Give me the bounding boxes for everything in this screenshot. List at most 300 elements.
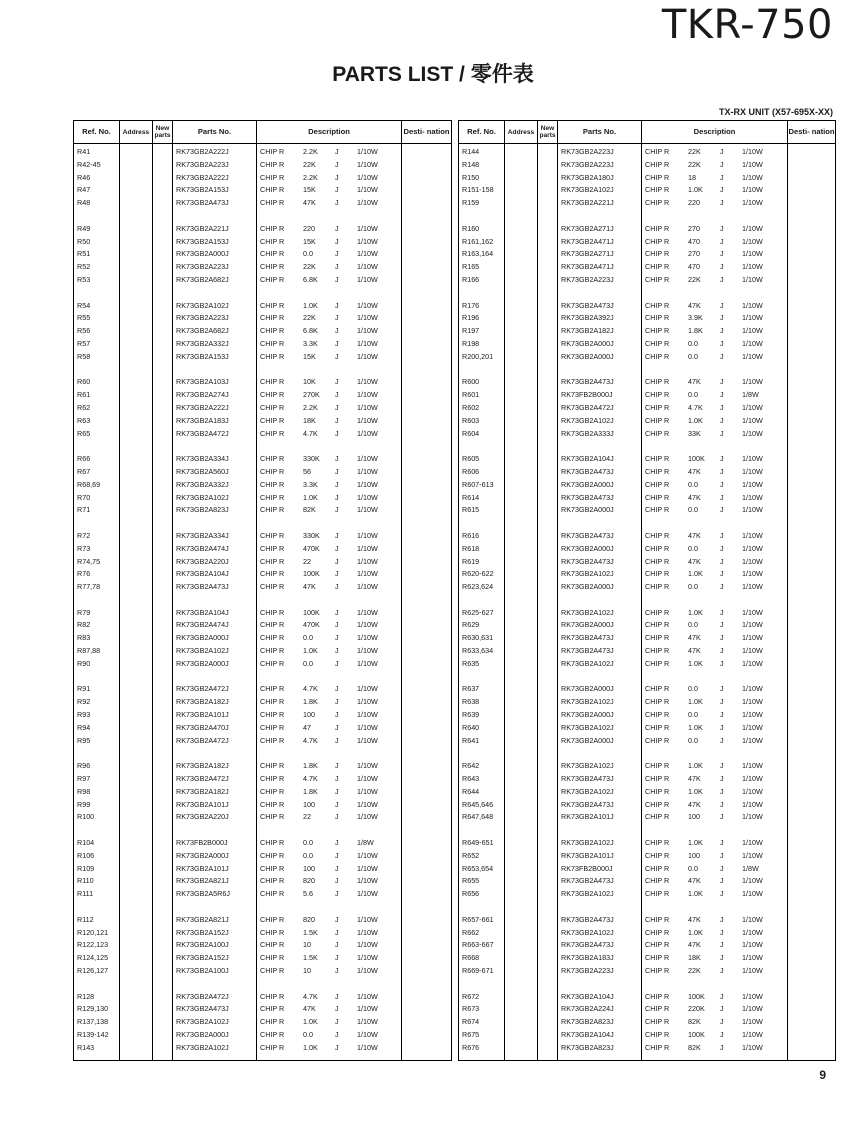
description-cell xyxy=(257,811,402,824)
new-parts-cell xyxy=(153,952,173,965)
part-type: CHIP R xyxy=(645,326,670,336)
ref-no-cell: R99 xyxy=(74,799,120,812)
description-cell xyxy=(642,658,788,671)
parts-no-cell: RK73GB2A223J xyxy=(558,144,642,159)
spacer-cell xyxy=(558,517,642,530)
part-type: CHIP R xyxy=(645,505,670,515)
spacer-cell xyxy=(402,594,452,607)
wattage: 1/10W xyxy=(742,684,763,694)
tolerance: J xyxy=(720,505,724,515)
wattage: 1/10W xyxy=(357,479,378,489)
spacer-cell xyxy=(642,671,788,684)
address-cell xyxy=(505,875,538,888)
parts-no-cell: RK73GB2A223J xyxy=(558,159,642,172)
table-row xyxy=(74,991,452,1004)
part-value: 470 xyxy=(688,236,700,246)
new-parts-cell xyxy=(538,453,558,466)
ref-no-cell: R657-661 xyxy=(459,914,505,927)
spacer-cell xyxy=(538,671,558,684)
part-value: 6.8K xyxy=(303,274,318,284)
tolerance: J xyxy=(720,147,724,156)
destination-cell xyxy=(402,773,452,786)
description-fields xyxy=(645,479,787,492)
group-spacer xyxy=(459,824,836,837)
description-fields xyxy=(260,428,401,441)
tolerance: J xyxy=(720,799,724,809)
table-row xyxy=(74,837,452,850)
part-type: CHIP R xyxy=(260,274,285,284)
spacer-cell xyxy=(505,671,538,684)
ref-no-cell: R58 xyxy=(74,351,120,364)
spacer-cell xyxy=(538,747,558,760)
parts-no-cell: RK73GB2A474J xyxy=(173,619,257,632)
tolerance: J xyxy=(335,326,339,336)
new-parts-cell xyxy=(153,735,173,748)
part-type: CHIP R xyxy=(260,236,285,246)
ref-no-cell: R645,646 xyxy=(459,799,505,812)
destination-cell xyxy=(788,850,836,863)
address-cell xyxy=(505,376,538,389)
destination-cell xyxy=(788,184,836,197)
description-fields xyxy=(260,875,401,888)
table-row xyxy=(459,875,836,888)
tolerance: J xyxy=(720,710,724,720)
description-fields xyxy=(260,504,401,517)
part-value: 100K xyxy=(688,1029,705,1039)
table-row xyxy=(74,1003,452,1016)
address-cell xyxy=(120,850,153,863)
address-cell xyxy=(505,428,538,441)
description-fields xyxy=(260,530,401,543)
table-row xyxy=(74,709,452,722)
address-cell xyxy=(505,1016,538,1029)
address-cell xyxy=(120,658,153,671)
table-row xyxy=(74,568,452,581)
new-parts-cell xyxy=(538,850,558,863)
table-row xyxy=(459,236,836,249)
table-row xyxy=(74,415,452,428)
ref-no-cell: R602 xyxy=(459,402,505,415)
ref-no-cell: R97 xyxy=(74,773,120,786)
tolerance: J xyxy=(720,415,724,425)
destination-cell xyxy=(788,504,836,517)
description-cell xyxy=(642,581,788,594)
part-value: 1.0K xyxy=(688,569,703,579)
ref-no-cell: R604 xyxy=(459,428,505,441)
tolerance: J xyxy=(720,863,724,873)
new-parts-cell xyxy=(538,172,558,185)
parts-no-cell: RK73GB2A473J xyxy=(558,376,642,389)
description-fields xyxy=(260,939,401,952)
table-row xyxy=(74,914,452,927)
part-type: CHIP R xyxy=(645,786,670,796)
parts-no-cell: RK73GB2A000J xyxy=(558,479,642,492)
description-fields xyxy=(260,799,401,812)
wattage: 1/10W xyxy=(357,377,378,387)
part-value: 47K xyxy=(688,466,701,476)
description-fields xyxy=(645,415,787,428)
tolerance: J xyxy=(720,569,724,579)
description-cell xyxy=(257,645,402,658)
part-type: CHIP R xyxy=(260,914,285,924)
spacer-cell xyxy=(788,210,836,223)
table-row xyxy=(459,991,836,1004)
table-row xyxy=(74,696,452,709)
tolerance: J xyxy=(335,198,339,208)
description-fields xyxy=(645,248,787,261)
description-fields xyxy=(645,760,787,773)
part-type: CHIP R xyxy=(260,646,285,656)
description-cell xyxy=(642,799,788,812)
ref-no-cell: R60 xyxy=(74,376,120,389)
tolerance: J xyxy=(335,236,339,246)
ref-no-cell: R67 xyxy=(74,466,120,479)
description-fields xyxy=(260,1042,401,1055)
parts-no-cell: RK73GB2A104J xyxy=(173,607,257,620)
description-fields xyxy=(645,197,787,210)
description-cell xyxy=(642,274,788,287)
wattage: 1/10W xyxy=(357,223,378,233)
address-cell xyxy=(120,1016,153,1029)
new-parts-cell xyxy=(538,773,558,786)
destination-cell xyxy=(788,658,836,671)
part-value: 10 xyxy=(303,940,311,950)
parts-no-cell: RK73GB2A102J xyxy=(558,415,642,428)
parts-no-cell: RK73GB2A104J xyxy=(558,1029,642,1042)
part-value: 1.0K xyxy=(688,607,703,617)
group-spacer xyxy=(74,671,452,684)
new-parts-cell xyxy=(153,658,173,671)
destination-cell xyxy=(788,1016,836,1029)
ref-no-cell: R635 xyxy=(459,658,505,671)
part-value: 1.0K xyxy=(688,185,703,195)
wattage: 1/10W xyxy=(357,556,378,566)
address-cell xyxy=(120,939,153,952)
parts-no-cell: RK73GB2A000J xyxy=(173,632,257,645)
part-value: 3.3K xyxy=(303,479,318,489)
description-fields xyxy=(645,991,787,1004)
address-cell xyxy=(120,389,153,402)
destination-cell xyxy=(402,709,452,722)
destination-cell xyxy=(402,338,452,351)
table-row xyxy=(459,888,836,901)
address-cell xyxy=(120,1003,153,1016)
address-cell xyxy=(120,773,153,786)
tolerance: J xyxy=(720,300,724,310)
parts-no-cell: RK73GB2A473J xyxy=(558,799,642,812)
description-fields xyxy=(645,389,787,402)
spacer-cell xyxy=(402,747,452,760)
parts-no-cell: RK73GB2A223J xyxy=(558,965,642,978)
wattage: 1/10W xyxy=(742,735,763,745)
new-parts-cell xyxy=(538,1029,558,1042)
tolerance: J xyxy=(335,914,339,924)
destination-cell xyxy=(788,735,836,748)
wattage: 1/10W xyxy=(357,966,378,975)
new-parts-cell xyxy=(153,1016,173,1029)
ref-no-cell: R93 xyxy=(74,709,120,722)
tolerance: J xyxy=(720,761,724,771)
wattage: 1/10W xyxy=(742,927,763,937)
part-type: CHIP R xyxy=(645,415,670,425)
wattage: 1/8W xyxy=(357,838,374,848)
destination-cell xyxy=(788,338,836,351)
spacer-cell xyxy=(120,210,153,223)
address-cell xyxy=(120,504,153,517)
destination-cell xyxy=(788,466,836,479)
description-cell xyxy=(642,939,788,952)
wattage: 1/10W xyxy=(742,479,763,489)
table-row xyxy=(74,850,452,863)
destination-cell xyxy=(788,1003,836,1016)
part-type: CHIP R xyxy=(260,454,285,464)
address-cell xyxy=(505,312,538,325)
description-cell xyxy=(257,683,402,696)
parts-no-cell: RK73GB2A000J xyxy=(558,619,642,632)
part-type: CHIP R xyxy=(645,710,670,720)
description-fields xyxy=(260,466,401,479)
ref-no-cell: R676 xyxy=(459,1042,505,1061)
table-row xyxy=(459,530,836,543)
tolerance: J xyxy=(720,876,724,886)
wattage: 1/10W xyxy=(357,799,378,809)
description-cell xyxy=(642,556,788,569)
part-type: CHIP R xyxy=(260,722,285,732)
description-cell xyxy=(642,466,788,479)
part-type: CHIP R xyxy=(260,620,285,630)
destination-cell xyxy=(788,325,836,338)
wattage: 1/10W xyxy=(742,620,763,630)
parts-no-cell: RK73GB2A222J xyxy=(173,402,257,415)
ref-no-cell: R642 xyxy=(459,760,505,773)
part-type: CHIP R xyxy=(260,377,285,387)
destination-cell xyxy=(788,453,836,466)
tolerance: J xyxy=(335,415,339,425)
part-value: 0.0 xyxy=(688,620,698,630)
tolerance: J xyxy=(720,889,724,899)
col-parts-no: Parts No. xyxy=(558,121,642,144)
part-value: 1.8K xyxy=(303,697,318,707)
address-cell xyxy=(120,735,153,748)
tolerance: J xyxy=(720,159,724,169)
description-cell xyxy=(642,312,788,325)
wattage: 1/10W xyxy=(742,415,763,425)
description-fields xyxy=(645,223,787,236)
parts-no-cell: RK73GB2A682J xyxy=(173,274,257,287)
description-cell xyxy=(257,709,402,722)
table-row xyxy=(459,658,836,671)
parts-no-cell: RK73GB2A000J xyxy=(173,850,257,863)
address-cell xyxy=(505,492,538,505)
part-type: CHIP R xyxy=(260,402,285,412)
part-type: CHIP R xyxy=(645,876,670,886)
ref-no-cell: R668 xyxy=(459,952,505,965)
description-cell xyxy=(642,760,788,773)
part-type: CHIP R xyxy=(260,953,285,963)
new-parts-cell xyxy=(538,581,558,594)
part-type: CHIP R xyxy=(645,492,670,502)
parts-no-cell: RK73GB2A472J xyxy=(173,683,257,696)
table-row xyxy=(459,172,836,185)
part-value: 1.0K xyxy=(303,492,318,502)
address-cell xyxy=(505,325,538,338)
table-row xyxy=(74,939,452,952)
description-cell xyxy=(642,632,788,645)
description-cell xyxy=(642,837,788,850)
tolerance: J xyxy=(335,658,339,668)
destination-cell xyxy=(402,1029,452,1042)
spacer-cell xyxy=(257,440,402,453)
table-row xyxy=(459,415,836,428)
address-cell xyxy=(505,236,538,249)
description-fields xyxy=(260,1016,401,1029)
description-cell xyxy=(642,735,788,748)
description-fields xyxy=(645,773,787,786)
part-type: CHIP R xyxy=(645,1029,670,1039)
description-fields xyxy=(645,453,787,466)
new-parts-cell xyxy=(538,261,558,274)
destination-cell xyxy=(402,159,452,172)
parts-no-cell: RK73GB2A473J xyxy=(173,581,257,594)
wattage: 1/10W xyxy=(357,735,378,745)
parts-no-cell: RK73GB2A102J xyxy=(558,760,642,773)
part-type: CHIP R xyxy=(260,172,285,182)
ref-no-cell: R90 xyxy=(74,658,120,671)
table-row xyxy=(459,466,836,479)
description-fields xyxy=(260,952,401,965)
description-cell xyxy=(257,376,402,389)
description-cell xyxy=(642,786,788,799)
address-cell xyxy=(505,837,538,850)
table-row xyxy=(74,338,452,351)
new-parts-cell xyxy=(538,530,558,543)
part-type: CHIP R xyxy=(645,390,670,400)
spacer-cell xyxy=(459,901,505,914)
part-type: CHIP R xyxy=(260,543,285,553)
destination-cell xyxy=(788,952,836,965)
description-fields xyxy=(260,568,401,581)
parts-no-cell: RK73GB2A102J xyxy=(558,837,642,850)
table-row xyxy=(459,568,836,581)
ref-no-cell: R77,78 xyxy=(74,581,120,594)
part-type: CHIP R xyxy=(260,198,285,208)
destination-cell xyxy=(402,453,452,466)
parts-no-cell: RK73GB2A5R6J xyxy=(173,888,257,901)
part-type: CHIP R xyxy=(260,313,285,323)
new-parts-cell xyxy=(538,556,558,569)
part-value: 56 xyxy=(303,466,311,476)
spacer-cell xyxy=(788,901,836,914)
spacer-cell xyxy=(402,440,452,453)
part-value: 330K xyxy=(303,530,320,540)
ref-no-cell: R625-627 xyxy=(459,607,505,620)
spacer-cell xyxy=(120,824,153,837)
new-parts-cell xyxy=(538,376,558,389)
part-type: CHIP R xyxy=(645,722,670,732)
table-row xyxy=(74,172,452,185)
new-parts-cell xyxy=(538,991,558,1004)
address-cell xyxy=(505,607,538,620)
parts-no-cell: RK73GB2A473J xyxy=(558,773,642,786)
parts-no-cell: RK73GB2A474J xyxy=(173,543,257,556)
tolerance: J xyxy=(720,402,724,412)
destination-cell xyxy=(788,415,836,428)
wattage: 1/10W xyxy=(357,697,378,707)
parts-no-cell: RK73GB2A183J xyxy=(173,415,257,428)
tolerance: J xyxy=(720,697,724,707)
ref-no-cell: R643 xyxy=(459,773,505,786)
new-parts-cell xyxy=(538,312,558,325)
parts-no-cell: RK73GB2A182J xyxy=(558,325,642,338)
spacer-cell xyxy=(788,594,836,607)
address-cell xyxy=(505,338,538,351)
part-value: 470K xyxy=(303,543,320,553)
address-cell xyxy=(505,645,538,658)
col-new-parts: New parts xyxy=(153,121,173,144)
description-cell xyxy=(257,144,402,159)
part-type: CHIP R xyxy=(645,262,670,272)
wattage: 1/10W xyxy=(357,582,378,592)
col-address: Address xyxy=(120,121,153,144)
description-fields xyxy=(260,172,401,185)
spacer-cell xyxy=(538,440,558,453)
description-cell xyxy=(257,492,402,505)
table-row xyxy=(459,1016,836,1029)
spacer-cell xyxy=(257,671,402,684)
part-value: 10 xyxy=(303,966,311,975)
ref-no-cell: R139-142 xyxy=(74,1029,120,1042)
ref-no-cell: R66 xyxy=(74,453,120,466)
ref-no-cell: R106 xyxy=(74,850,120,863)
destination-cell xyxy=(788,479,836,492)
destination-cell xyxy=(402,415,452,428)
description-fields xyxy=(260,735,401,748)
address-cell xyxy=(505,172,538,185)
part-value: 15K xyxy=(303,236,316,246)
new-parts-cell xyxy=(538,696,558,709)
tolerance: J xyxy=(720,786,724,796)
wattage: 1/10W xyxy=(357,927,378,937)
wattage: 1/10W xyxy=(357,774,378,784)
tolerance: J xyxy=(720,428,724,438)
parts-no-cell: RK73GB2A000J xyxy=(558,709,642,722)
new-parts-cell xyxy=(153,415,173,428)
parts-no-cell: RK73GB2A473J xyxy=(558,556,642,569)
table-row xyxy=(74,735,452,748)
tolerance: J xyxy=(335,479,339,489)
ref-no-cell: R48 xyxy=(74,197,120,210)
parts-no-cell: RK73GB2A220J xyxy=(173,556,257,569)
new-parts-cell xyxy=(538,466,558,479)
wattage: 1/10W xyxy=(742,774,763,784)
spacer-cell xyxy=(459,440,505,453)
parts-no-cell: RK73GB2A334J xyxy=(173,530,257,543)
new-parts-cell xyxy=(153,773,173,786)
parts-no-cell: RK73GB2A271J xyxy=(558,248,642,261)
ref-no-cell: R94 xyxy=(74,722,120,735)
parts-no-cell: RK73GB2A472J xyxy=(558,402,642,415)
new-parts-cell xyxy=(538,325,558,338)
part-value: 22 xyxy=(303,812,311,822)
part-type: CHIP R xyxy=(260,991,285,1001)
part-type: CHIP R xyxy=(260,415,285,425)
wattage: 1/10W xyxy=(357,940,378,950)
address-cell xyxy=(505,850,538,863)
tolerance: J xyxy=(720,633,724,643)
new-parts-cell xyxy=(538,248,558,261)
description-cell xyxy=(257,223,402,236)
table-row xyxy=(459,543,836,556)
